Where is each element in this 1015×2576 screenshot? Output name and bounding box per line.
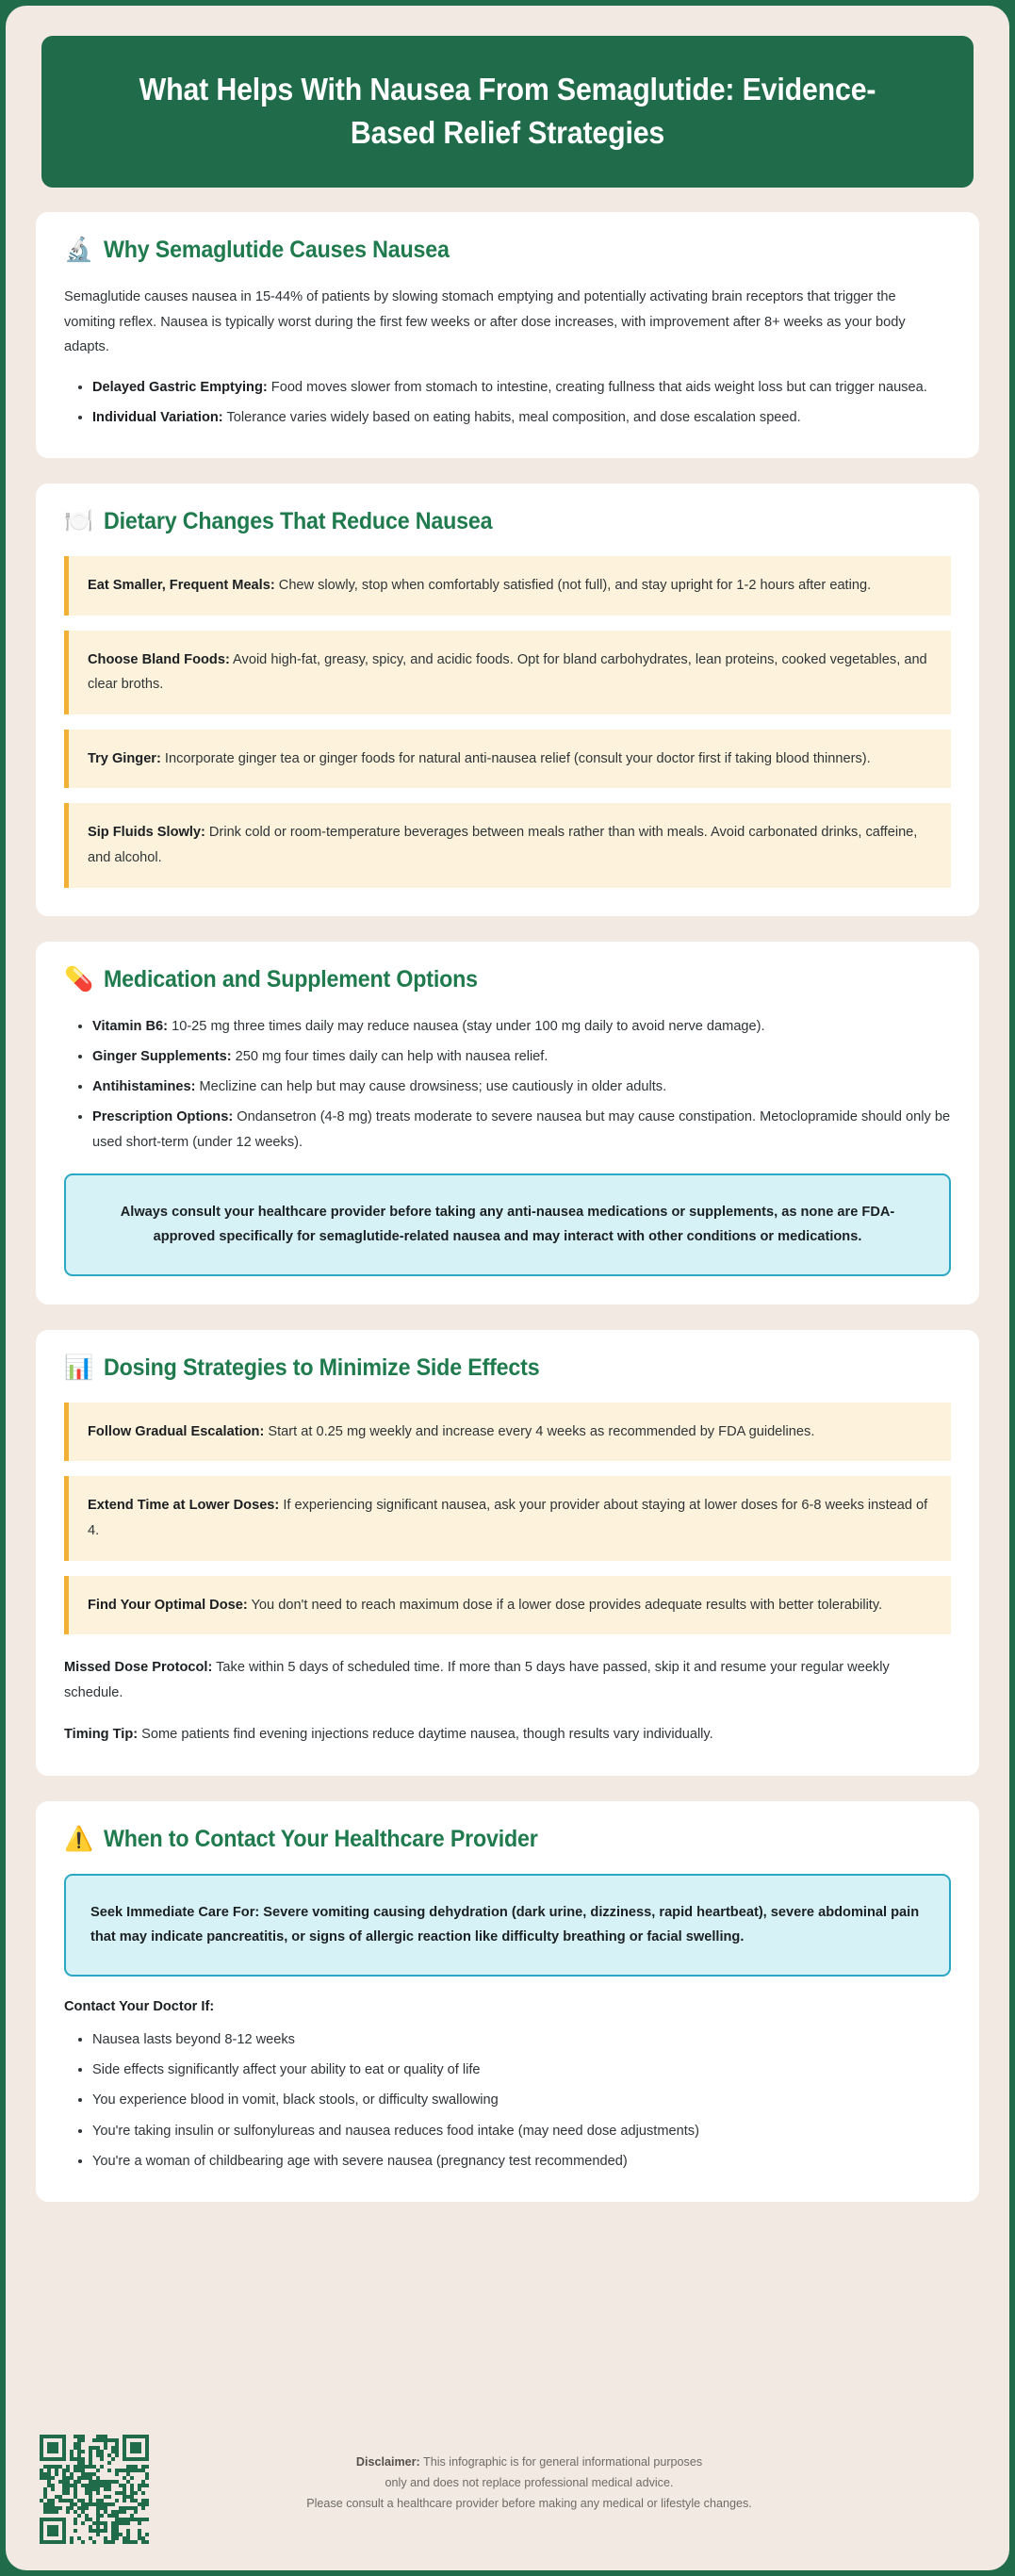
microscope-icon: 🔬 <box>64 237 94 264</box>
section-dosing-strategies <box>36 1330 979 1776</box>
paragraph-lead: Timing Tip: <box>64 1727 139 1743</box>
tip-text <box>88 573 932 599</box>
page-title: What Helps With Nausea From Semaglutide: Evidence-Based Relief Strategies <box>139 72 876 150</box>
list-item: • You're taking insulin or sulfonylureas and nausea reduces food intake (may need dose adjustments) <box>92 2119 951 2143</box>
list-item-lead: Delayed Gastric Emptying: <box>92 379 268 395</box>
disclaimer-lead: Disclaimer: <box>355 2455 420 2469</box>
tip-text <box>88 1419 932 1445</box>
tip-box <box>64 556 951 615</box>
section-header <box>64 1354 951 1382</box>
list-item <box>92 1075 951 1099</box>
bar-chart-icon: 📊 <box>64 1354 94 1381</box>
tip-lead: Sip Fluids Slowly: <box>88 825 205 841</box>
section-title: When to Contact Your Healthcare Provider <box>104 1825 538 1852</box>
section-contact-provider <box>36 1801 979 2202</box>
tip-text <box>88 1593 932 1618</box>
list-item <box>92 405 951 430</box>
list-item-text: Tolerance varies widely based on eating habits, meal composition, and dose escalation speed. <box>222 409 801 425</box>
section-title: Medication and Supplement Options <box>104 965 479 993</box>
tip-lead: Find Your Optimal Dose: <box>88 1597 248 1613</box>
paragraph-lead: Missed Dose Protocol: <box>64 1660 213 1676</box>
alert-text: Seek Immediate Care For: Severe vomiting causing dehydration (dark urine, dizziness, rapid heartbeat), severe abdominal pain that may indicate pancreatitis, or signs of allergic reaction like difficulty breathing or facial swelling. <box>90 1904 920 1945</box>
section-header <box>64 237 951 264</box>
section-medication-options <box>36 942 979 1304</box>
list-item <box>92 1044 951 1069</box>
warning-triangle-icon: ⚠️ <box>64 1825 94 1852</box>
section-title: Dietary Changes That Reduce Nausea <box>104 508 493 535</box>
list-item-lead: Prescription Options: <box>92 1109 234 1125</box>
medication-list <box>64 1014 951 1155</box>
tip-box <box>64 1403 951 1462</box>
section-title: Why Semaglutide Causes Nausea <box>104 237 450 264</box>
disclaimer <box>149 2435 975 2514</box>
tip-lead: Follow Gradual Escalation: <box>88 1423 265 1439</box>
disclaimer-line-1 <box>168 2452 891 2472</box>
tip-text <box>88 648 932 697</box>
list-item-lead: Vitamin B6: <box>92 1018 169 1034</box>
list-item-lead: Ginger Supplements: <box>92 1048 232 1064</box>
tip-box <box>64 803 951 887</box>
list-item: • You experience blood in vomit, black stools, or difficulty swallowing <box>92 2088 951 2112</box>
list-item-lead: Antihistamines: <box>92 1079 196 1095</box>
contact-doctor-subhead: Contact Your Doctor If: <box>64 1998 215 2014</box>
tip-body: Drink cold or room-temperature beverages between meals rather than with meals. Avoid carbonated drinks, caffeine, and alcohol. <box>88 825 918 865</box>
qr-code[interactable] <box>40 2435 149 2544</box>
list-item <box>92 1105 951 1155</box>
tip-body: Start at 0.25 mg weekly and increase every 4 weeks as recommended by FDA guidelines. <box>264 1423 815 1439</box>
alert-text: Always consult your healthcare provider before taking any anti-nausea medications or supplements, as none are FDA-approved specifically for semaglutide-related nausea and may interact with other conditions or medications. <box>120 1204 895 1245</box>
section-header <box>64 1826 951 1853</box>
contact-doctor-list <box>64 2027 951 2174</box>
list-item-text: Food moves slower from stomach to intestine, creating fullness that aids weight loss but can trigger nausea. <box>267 379 927 395</box>
timing-tip-paragraph <box>64 1722 951 1747</box>
list-item-lead: Individual Variation: <box>92 409 223 425</box>
tip-lead: Extend Time at Lower Doses: <box>88 1498 280 1514</box>
tip-box <box>64 1476 951 1560</box>
list-item-text: 10-25 mg three times daily may reduce nausea (stay under 100 mg daily to avoid nerve damage). <box>168 1018 765 1034</box>
list-item <box>92 375 951 400</box>
tip-body: You don't need to reach maximum dose if a lower dose provides adequate results with better tolerability. <box>247 1597 883 1613</box>
list-item-text: Meclizine can help but may cause drowsiness; use cautiously in older adults. <box>195 1079 667 1095</box>
tip-box <box>64 631 951 714</box>
disclaimer-line-2: only and does not replace professional medical advice. <box>385 2476 674 2490</box>
list-item: • You're a woman of childbearing age with severe nausea (pregnancy test recommended) <box>92 2149 951 2174</box>
missed-dose-paragraph <box>64 1655 951 1705</box>
paragraph-text: Some patients find evening injections reduce daytime nausea, though results vary individually. <box>138 1727 713 1743</box>
pill-icon: 💊 <box>64 965 94 993</box>
list-item-text: 250 mg four times daily can help with nausea relief. <box>231 1048 548 1064</box>
tip-body: Chew slowly, stop when comfortably satisfied (not full), and stay upright for 1-2 hours after eating. <box>274 578 872 594</box>
tip-lead: Eat Smaller, Frequent Meals: <box>88 578 275 594</box>
footer <box>36 2425 979 2550</box>
list-item <box>92 1014 951 1039</box>
section-paragraph: Semaglutide causes nausea in 15-44% of patients by slowing stomach emptying and potentially activating brain receptors that trigger the vomiting reflex. Nausea is typically worst during the first few weeks or after dose increases, with improvement after 8+ weeks as your body adapts. <box>64 289 906 355</box>
section-header <box>64 508 951 535</box>
tip-text <box>88 1493 932 1543</box>
infographic-sheet <box>6 6 1009 2570</box>
list-item-text: Ondansetron (4-8 mg) treats moderate to severe nausea but may cause constipation. Metoclopramide should only be used short-term (under 12 weeks). <box>92 1109 951 1150</box>
section-header <box>64 966 951 993</box>
urgent-care-alert-box <box>64 1874 951 1977</box>
section-why-nausea <box>36 212 979 458</box>
section-dietary-changes <box>36 484 979 915</box>
header-banner <box>41 36 974 188</box>
tip-body: If experiencing significant nausea, ask your provider about staying at lower doses for 6-8 weeks instead of 4. <box>88 1498 928 1539</box>
tip-body: Incorporate ginger tea or ginger foods for natural anti-nausea relief (consult your doctor first if taking blood thinners). <box>160 750 871 766</box>
cause-list <box>64 375 951 431</box>
medication-alert-box <box>64 1173 951 1276</box>
tip-text <box>88 747 932 772</box>
section-title: Dosing Strategies to Minimize Side Effects <box>104 1354 540 1381</box>
list-item: • Nausea lasts beyond 8-12 weeks <box>92 2027 951 2052</box>
disclaimer-line-3: Please consult a healthcare provider before making any medical or lifestyle changes. <box>306 2497 752 2511</box>
tip-box <box>64 1576 951 1635</box>
list-item: • Side effects significantly affect your ability to eat or quality of life <box>92 2058 951 2082</box>
plate-cutlery-icon: 🍽️ <box>64 508 94 535</box>
tip-text <box>88 820 932 870</box>
disclaimer-text-1: This infographic is for general informational purposes <box>419 2455 703 2469</box>
paragraph-text: Take within 5 days of scheduled time. If more than 5 days have passed, skip it and resume your regular weekly schedule. <box>64 1660 890 1700</box>
tip-lead: Try Ginger: <box>88 750 161 766</box>
tip-box <box>64 730 951 789</box>
tip-body: Avoid high-fat, greasy, spicy, and acidic foods. Opt for bland carbohydrates, lean proteins, cooked vegetables, and clear broths. <box>88 651 927 693</box>
tip-lead: Choose Bland Foods: <box>88 651 230 667</box>
